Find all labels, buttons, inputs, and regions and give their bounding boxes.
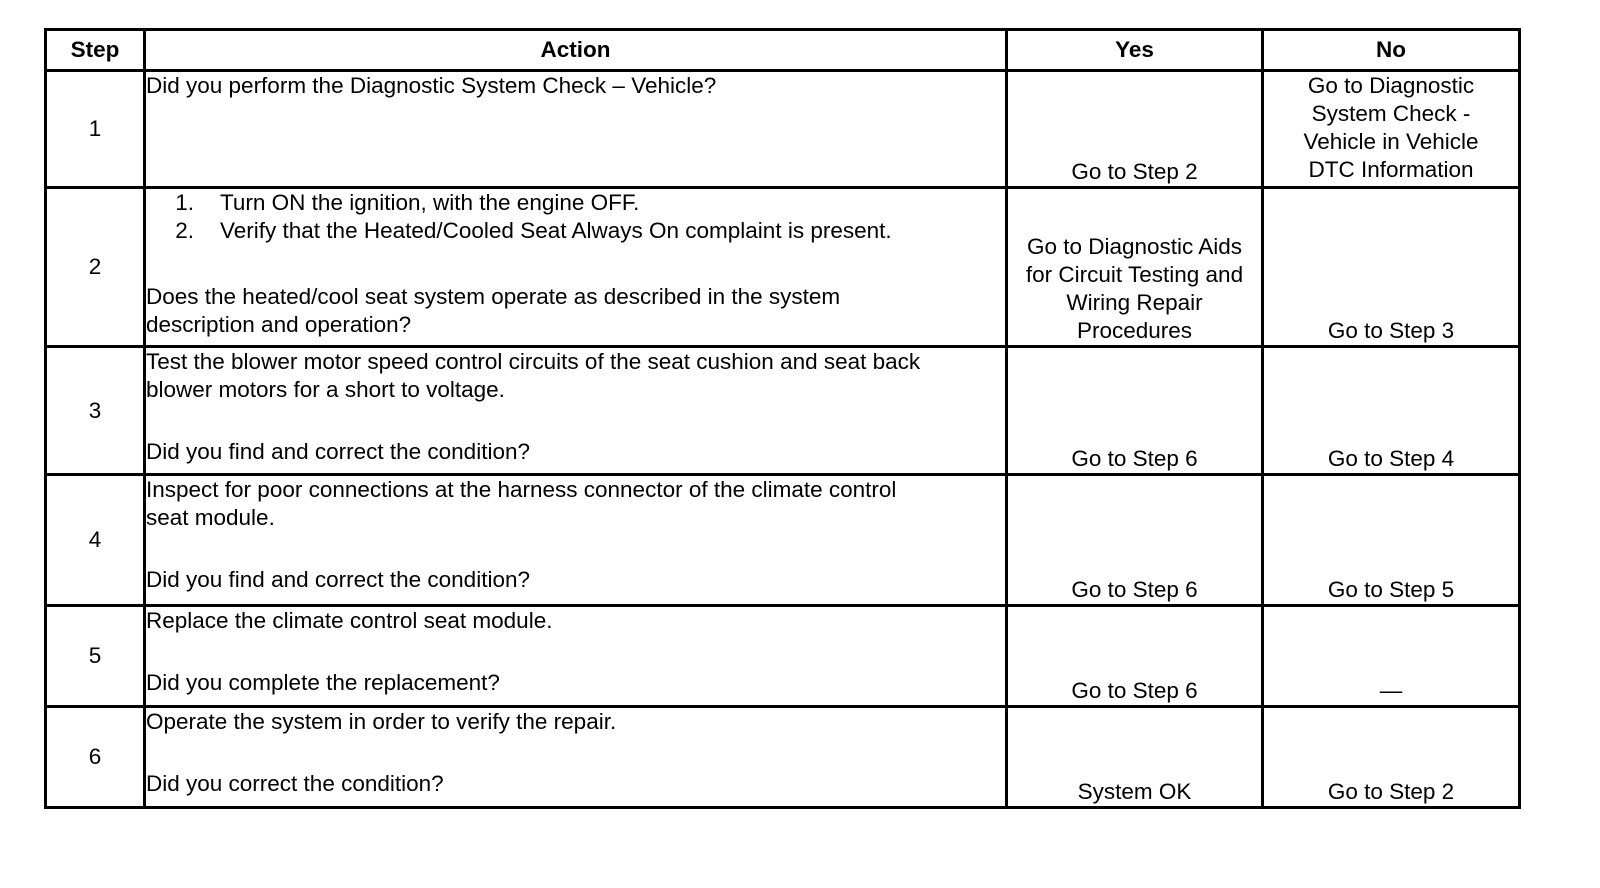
yes-cell: Go to Step 2 — [1007, 71, 1263, 188]
table-header-row — [46, 30, 1520, 71]
procedure-item — [146, 189, 1005, 217]
yes-cell: Go to Step 6 — [1007, 606, 1263, 707]
action-cell — [145, 475, 1007, 606]
no-line: System Check - — [1311, 101, 1471, 126]
table-row — [46, 188, 1520, 347]
yes-line: Procedures — [1076, 318, 1193, 343]
table-row — [46, 71, 1520, 188]
procedure-text: Turn ON the ignition, with the engine OFF. — [220, 190, 640, 215]
procedure-list — [146, 189, 1005, 245]
yes-cell: Go to Step 6 — [1007, 347, 1263, 475]
header-no: No — [1263, 30, 1520, 71]
action-question: Did you find and correct the condition? — [146, 439, 530, 464]
action-question: Does the heated/cool seat system operate as described in the system — [146, 284, 841, 309]
no-line: DTC Information — [1308, 157, 1474, 182]
no-cell: — — [1263, 606, 1520, 707]
header-yes: Yes — [1007, 30, 1263, 71]
yes-line: for Circuit Testing and — [1025, 262, 1244, 287]
no-cell: Go to Step 4 — [1263, 347, 1520, 475]
yes-line: Wiring Repair — [1066, 290, 1203, 315]
step-number: 6 — [46, 707, 145, 808]
procedure-number: 2. — [175, 218, 194, 243]
step-number: 5 — [46, 606, 145, 707]
table-row — [46, 475, 1520, 606]
yes-cell — [1007, 188, 1263, 347]
yes-cell: Go to Step 6 — [1007, 475, 1263, 606]
action-text: Replace the climate control seat module. — [146, 608, 553, 633]
step-number: 1 — [46, 71, 145, 188]
procedure-item — [146, 217, 1005, 245]
no-cell: Go to Step 5 — [1263, 475, 1520, 606]
header-action: Action — [145, 30, 1007, 71]
action-cell — [145, 606, 1007, 707]
procedure-text: Verify that the Heated/Cooled Seat Always On complaint is present. — [220, 218, 892, 243]
action-text: Inspect for poor connections at the harness connector of the climate control — [146, 477, 897, 502]
action-cell — [145, 347, 1007, 475]
step-number: 3 — [46, 347, 145, 475]
action-text: Did you perform the Diagnostic System Check – Vehicle? — [146, 73, 717, 98]
action-cell — [145, 188, 1007, 347]
action-cell — [145, 707, 1007, 808]
action-question: Did you find and correct the condition? — [146, 567, 530, 592]
no-line: Go to Diagnostic — [1307, 73, 1475, 98]
no-cell: Go to Step 2 — [1263, 707, 1520, 808]
table-row — [46, 606, 1520, 707]
no-cell: Go to Step 3 — [1263, 188, 1520, 347]
action-cell — [145, 71, 1007, 188]
action-question: description and operation? — [146, 312, 412, 337]
action-question: Did you complete the replacement? — [146, 670, 500, 695]
action-text: seat module. — [146, 505, 275, 530]
table-row — [46, 347, 1520, 475]
action-text: blower motors for a short to voltage. — [146, 377, 505, 402]
yes-cell: System OK — [1007, 707, 1263, 808]
table-row — [46, 707, 1520, 808]
no-cell — [1263, 71, 1520, 188]
diagnostic-table — [44, 28, 1521, 809]
header-step: Step — [46, 30, 145, 71]
no-line: Vehicle in Vehicle — [1303, 129, 1479, 154]
action-text: Operate the system in order to verify the repair. — [146, 709, 617, 734]
procedure-number: 1. — [175, 190, 194, 215]
step-number: 4 — [46, 475, 145, 606]
action-question: Did you correct the condition? — [146, 771, 444, 796]
action-text: Test the blower motor speed control circuits of the seat cushion and seat back — [146, 349, 921, 374]
yes-line: Go to Diagnostic Aids — [1026, 234, 1243, 259]
step-number: 2 — [46, 188, 145, 347]
